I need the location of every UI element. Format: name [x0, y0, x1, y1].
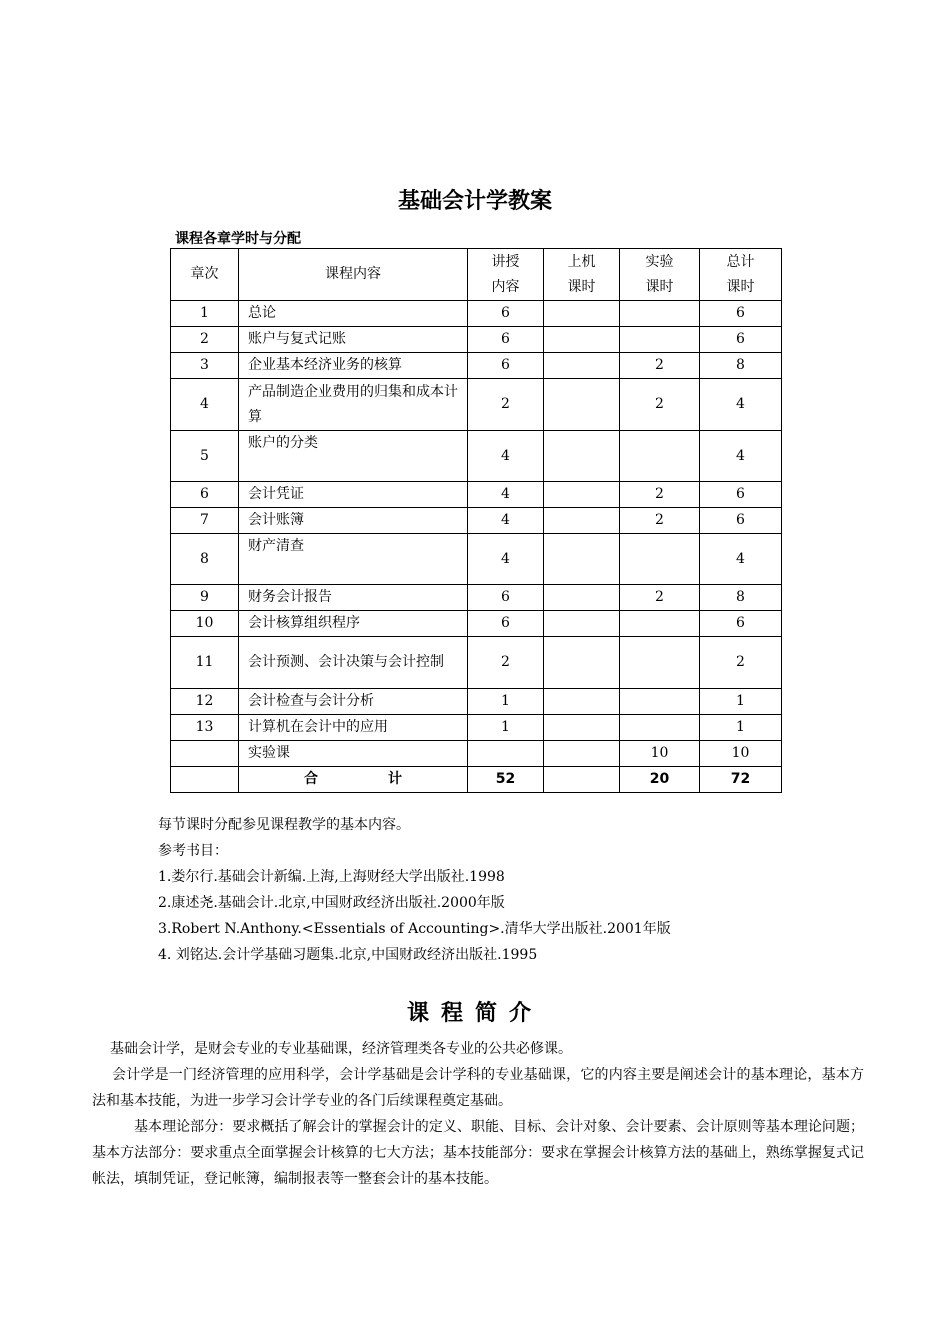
cell-chapter: 8: [171, 534, 239, 585]
cell-lab: 2: [620, 585, 700, 611]
cell-chapter: 2: [171, 327, 239, 353]
table-row: [171, 637, 782, 689]
cell-total: 6: [700, 327, 782, 353]
total-lab: 20: [620, 767, 700, 793]
intro-paragraph: 基础会计学，是财会专业的专业基础课，经济管理类各专业的公共必修课。: [110, 1041, 572, 1057]
cell-lecture: 4: [468, 482, 544, 508]
cell-total: 8: [700, 585, 782, 611]
table-total-row: [171, 767, 782, 793]
allocation-note: 每节课时分配参见课程教学的基本内容。: [158, 817, 410, 833]
cell-lecture: 4: [468, 534, 544, 585]
cell-lecture: 6: [468, 301, 544, 327]
cell-content: 会计核算组织程序: [239, 611, 468, 637]
cell-computer: [544, 534, 620, 585]
cell-content: 账户的分类: [239, 431, 468, 482]
intro-paragraph: 基本理论部分：要求概括了解会计的掌握会计的定义、职能、目标、会计对象、会计要素、会计原则等基本理论问题；基本方法部分：要求重点全面掌握会计核算的七大方法；基本技能部分：要求在掌握会计核算方法的基础上，熟练掌握复式记帐法，填制凭证，登记帐簿，编制报表等一整套会计的基本技能。: [92, 1119, 864, 1187]
cell-lab: [620, 431, 700, 482]
table-row: [171, 611, 782, 637]
total-lecture: 52: [468, 767, 544, 793]
cell-chapter: 1: [171, 301, 239, 327]
cell-content: 会计检查与会计分析: [239, 689, 468, 715]
table-row: [171, 327, 782, 353]
cell-lecture: 6: [468, 585, 544, 611]
cell-content: 会计账簿: [239, 508, 468, 534]
cell-content: 总论: [239, 301, 468, 327]
header-chapter: 章次: [171, 249, 239, 301]
cell-total: 1: [700, 715, 782, 741]
cell-lab: [620, 301, 700, 327]
reference-item: 4. 刘铭达.会计学基础习题集.北京,中国财政经济出版社.1995: [158, 947, 538, 963]
cell-computer: [544, 482, 620, 508]
cell-content: 实验课: [239, 741, 468, 767]
cell-chapter: 3: [171, 353, 239, 379]
cell-lab: [620, 715, 700, 741]
cell-total: 4: [700, 379, 782, 431]
cell-total: 8: [700, 353, 782, 379]
cell-chapter: 12: [171, 689, 239, 715]
intro-section: [92, 1036, 864, 1192]
header-content: 课程内容: [239, 249, 468, 301]
cell-total: 1: [700, 689, 782, 715]
cell-content: 计算机在会计中的应用: [239, 715, 468, 741]
cell-content: 企业基本经济业务的核算: [239, 353, 468, 379]
total-computer: [544, 767, 620, 793]
total-label: 合 计: [239, 767, 468, 793]
cell-lab: [620, 534, 700, 585]
cell-content: 账户与复式记账: [239, 327, 468, 353]
cell-lab: 2: [620, 508, 700, 534]
cell-chapter: [171, 767, 239, 793]
cell-chapter: 7: [171, 508, 239, 534]
table-caption: 课程各章学时与分配: [175, 231, 301, 247]
cell-lab: [620, 637, 700, 689]
cell-computer: [544, 431, 620, 482]
cell-lecture: 1: [468, 715, 544, 741]
table-row: [171, 353, 782, 379]
cell-chapter: 11: [171, 637, 239, 689]
table-row: [171, 715, 782, 741]
references-heading: 参考书目：: [158, 843, 228, 859]
cell-total: 10: [700, 741, 782, 767]
cell-chapter: [171, 741, 239, 767]
cell-total: 6: [700, 482, 782, 508]
intro-title: 课程简介: [406, 1001, 543, 1026]
cell-content: 产品制造企业费用的归集和成本计算: [239, 379, 468, 431]
cell-lecture: 2: [468, 379, 544, 431]
total-total: 72: [700, 767, 782, 793]
cell-total: 6: [700, 611, 782, 637]
cell-lecture: 2: [468, 637, 544, 689]
cell-chapter: 9: [171, 585, 239, 611]
cell-lab: [620, 327, 700, 353]
cell-lab: [620, 689, 700, 715]
header-computer: 上机 课时: [544, 249, 620, 301]
header-lab: 实验 课时: [620, 249, 700, 301]
cell-content: 会计凭证: [239, 482, 468, 508]
reference-item: 1.娄尔行.基础会计新编.上海,上海财经大学出版社.1998: [158, 869, 505, 885]
table-row: [171, 585, 782, 611]
cell-computer: [544, 353, 620, 379]
table-row: [171, 534, 782, 585]
cell-lecture: 4: [468, 508, 544, 534]
cell-lab: 2: [620, 379, 700, 431]
table-row: [171, 508, 782, 534]
intro-paragraph: 会计学是一门经济管理的应用科学，会计学基础是会计学科的专业基础课，它的内容主要是阐述会计的基本理论，基本方法和基本技能，为进一步学习会计学专业的各门后续课程奠定基础。: [92, 1067, 864, 1109]
cell-computer: [544, 508, 620, 534]
reference-item: 3.Robert N.Anthony.<Essentials of Accounting>.清华大学出版社.2001年版: [158, 921, 671, 937]
table-row: [171, 482, 782, 508]
cell-computer: [544, 379, 620, 431]
reference-item: 2.康述尧.基础会计.北京,中国财政经济出版社.2000年版: [158, 895, 505, 911]
cell-content: 财务会计报告: [239, 585, 468, 611]
cell-chapter: 4: [171, 379, 239, 431]
cell-computer: [544, 637, 620, 689]
cell-total: 6: [700, 508, 782, 534]
cell-lecture: 6: [468, 327, 544, 353]
document-title: 基础会计学教案: [397, 189, 552, 214]
table-row: [171, 301, 782, 327]
cell-lab: 2: [620, 482, 700, 508]
header-lecture: 讲授 内容: [468, 249, 544, 301]
cell-computer: [544, 689, 620, 715]
cell-computer: [544, 301, 620, 327]
cell-computer: [544, 327, 620, 353]
cell-total: 4: [700, 534, 782, 585]
hours-table: [170, 248, 782, 793]
table-row: [171, 379, 782, 431]
cell-total: 2: [700, 637, 782, 689]
cell-total: 6: [700, 301, 782, 327]
table-row: [171, 689, 782, 715]
header-total: 总计 课时: [700, 249, 782, 301]
cell-total: 4: [700, 431, 782, 482]
cell-computer: [544, 585, 620, 611]
cell-computer: [544, 741, 620, 767]
cell-lab: [620, 611, 700, 637]
cell-content: 财产清查: [239, 534, 468, 585]
table-row: [171, 741, 782, 767]
cell-content: 会计预测、会计决策与会计控制: [239, 637, 468, 689]
cell-lab: 10: [620, 741, 700, 767]
table-row: [171, 431, 782, 482]
notes-section: [158, 812, 671, 968]
cell-lecture: 6: [468, 353, 544, 379]
cell-lecture: 4: [468, 431, 544, 482]
cell-computer: [544, 715, 620, 741]
cell-lecture: 1: [468, 689, 544, 715]
cell-chapter: 10: [171, 611, 239, 637]
cell-chapter: 5: [171, 431, 239, 482]
cell-lab: 2: [620, 353, 700, 379]
cell-lecture: [468, 741, 544, 767]
cell-computer: [544, 611, 620, 637]
cell-chapter: 6: [171, 482, 239, 508]
cell-lecture: 6: [468, 611, 544, 637]
table-header-row: [171, 249, 782, 301]
cell-chapter: 13: [171, 715, 239, 741]
